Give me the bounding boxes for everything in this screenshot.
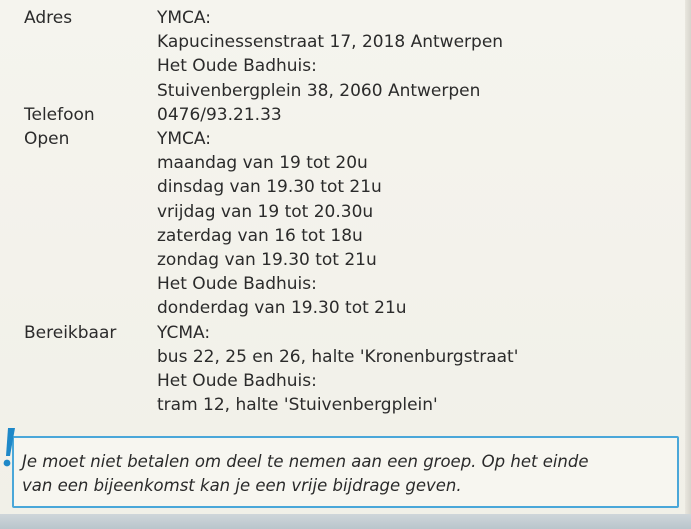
value-line: zaterdag van 16 tot 18u xyxy=(157,225,363,246)
value-line: Kapucinessenstraat 17, 2018 Antwerpen xyxy=(157,32,504,53)
value-line: YMCA: xyxy=(157,8,211,28)
row-values xyxy=(157,6,664,103)
row-values xyxy=(157,321,664,418)
value-line: Het Oude Badhuis: xyxy=(157,371,317,392)
page-edge xyxy=(685,0,691,529)
value-line: maandag van 19 tot 20u xyxy=(157,153,368,174)
info-row-adres xyxy=(24,6,664,103)
row-label: Bereikbaar xyxy=(24,322,117,343)
info-row-telefoon xyxy=(24,103,664,127)
value-line: tram 12, halte 'Stuivenbergplein' xyxy=(157,395,438,416)
value-line: Stuivenbergplein 38, 2060 Antwerpen xyxy=(157,80,481,101)
info-row-bereikbaar xyxy=(24,321,664,418)
value-line: dinsdag van 19.30 tot 21u xyxy=(157,177,382,198)
info-table xyxy=(24,6,664,417)
row-label: Open xyxy=(24,129,70,150)
note-box xyxy=(12,436,679,508)
row-values xyxy=(157,103,664,127)
value-line: zondag van 19.30 tot 21u xyxy=(157,250,377,271)
value-line: 0476/93.21.33 xyxy=(157,104,282,125)
value-line: Het Oude Badhuis: xyxy=(157,56,317,77)
value-line: bus 22, 25 en 26, halte 'Kronenburgstraat' xyxy=(157,346,519,367)
note-text xyxy=(22,450,672,498)
row-label: Adres xyxy=(24,8,73,28)
info-row-open xyxy=(24,127,664,321)
note-line: Je moet niet betalen om deel te nemen aan een groep. Op het einde xyxy=(22,452,589,471)
value-line: YMCA: xyxy=(157,129,211,150)
page-bottom-edge xyxy=(0,514,691,529)
value-line: donderdag van 19.30 tot 21u xyxy=(157,298,407,319)
exclamation-icon xyxy=(2,426,18,470)
value-line: YCMA: xyxy=(157,322,211,343)
row-values xyxy=(157,127,664,321)
value-line: Het Oude Badhuis: xyxy=(157,274,317,295)
value-line: vrijdag van 19 tot 20.30u xyxy=(157,201,374,222)
row-label: Telefoon xyxy=(24,104,95,125)
note-line: van een bijeenkomst kan je een vrije bijdrage geven. xyxy=(22,476,462,495)
